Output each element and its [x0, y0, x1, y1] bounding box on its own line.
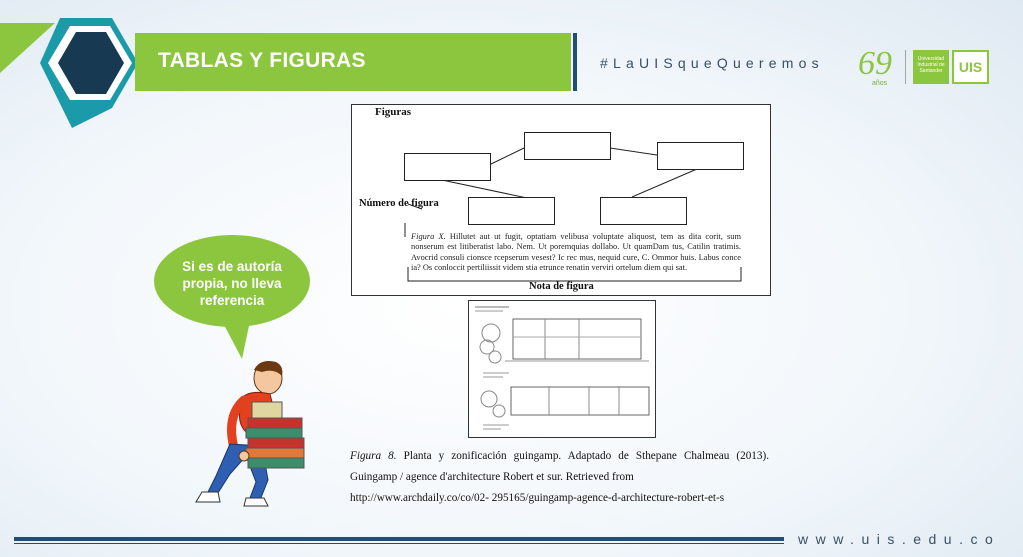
uis-name-logo: Universidad Industrial de Santander — [913, 50, 949, 84]
citation-text: Planta y zonificación guingamp. Adaptado de Sthepane Chalmeau (2013). Guingamp / agence d'architecture Robert et sur. Retrieved from — [350, 450, 770, 483]
diagram-box — [404, 153, 491, 181]
person-carrying-books-illustration — [186, 356, 312, 508]
hashtag-slogan: #LaUISqueQueremos — [600, 55, 824, 71]
citation-url: http://www.archdaily.co/co/02- 295165/guingamp-agence-d-architecture-robert-et-s — [350, 492, 725, 504]
title-divider — [573, 33, 577, 91]
figure-caption-label: Figura X. — [411, 232, 446, 241]
figure-number-label: Número de figura — [359, 198, 439, 209]
footer-website-link[interactable]: www.uis.edu.co — [798, 531, 1001, 547]
floor-plan-drawing — [469, 301, 655, 437]
diagram-box — [468, 197, 555, 225]
figure-note-label: Nota de figura — [529, 281, 594, 292]
footer-rule-thin — [14, 543, 784, 544]
uis-mark-logo: UIS — [952, 50, 989, 84]
page-title: TABLAS Y FIGURAS — [158, 49, 366, 72]
diagram-box — [524, 132, 611, 160]
footer-rule — [14, 537, 784, 541]
anniversary-word: años — [872, 80, 888, 87]
anniversary-number: 69 — [858, 45, 892, 82]
speech-bubble-text: Si es de autoría propia, no lleva referencia — [182, 259, 282, 308]
citation-label: Figura 8. — [350, 450, 397, 462]
diagram-box — [600, 197, 687, 225]
logo-divider — [905, 50, 906, 84]
figure-caption — [411, 232, 741, 274]
anniversary-logo — [858, 45, 906, 88]
figure-citation — [350, 446, 769, 509]
floor-plan-image — [468, 300, 656, 438]
diagram-box — [657, 142, 744, 170]
figure-heading: Figuras — [375, 106, 412, 118]
figure-caption-text: Hillutet aut ut fugit, optatiam velibusa voluptate aliquost, tem as dita corit, sum nonserum est litiberatist labo. Nem. Ut poremquias dollabo. Ut quamDam tus, Catilin tratimis. Avocrid consuli cionsce rcepserum vesest? Ic rec mus, nequid cure, C. Ommor huis. Labus conce ia? Os conloccit pertiliissit videm stia etrunce renatin verviri ortelum diem qui sat. — [411, 232, 742, 273]
hexagon-emblem-icon — [0, 18, 150, 130]
